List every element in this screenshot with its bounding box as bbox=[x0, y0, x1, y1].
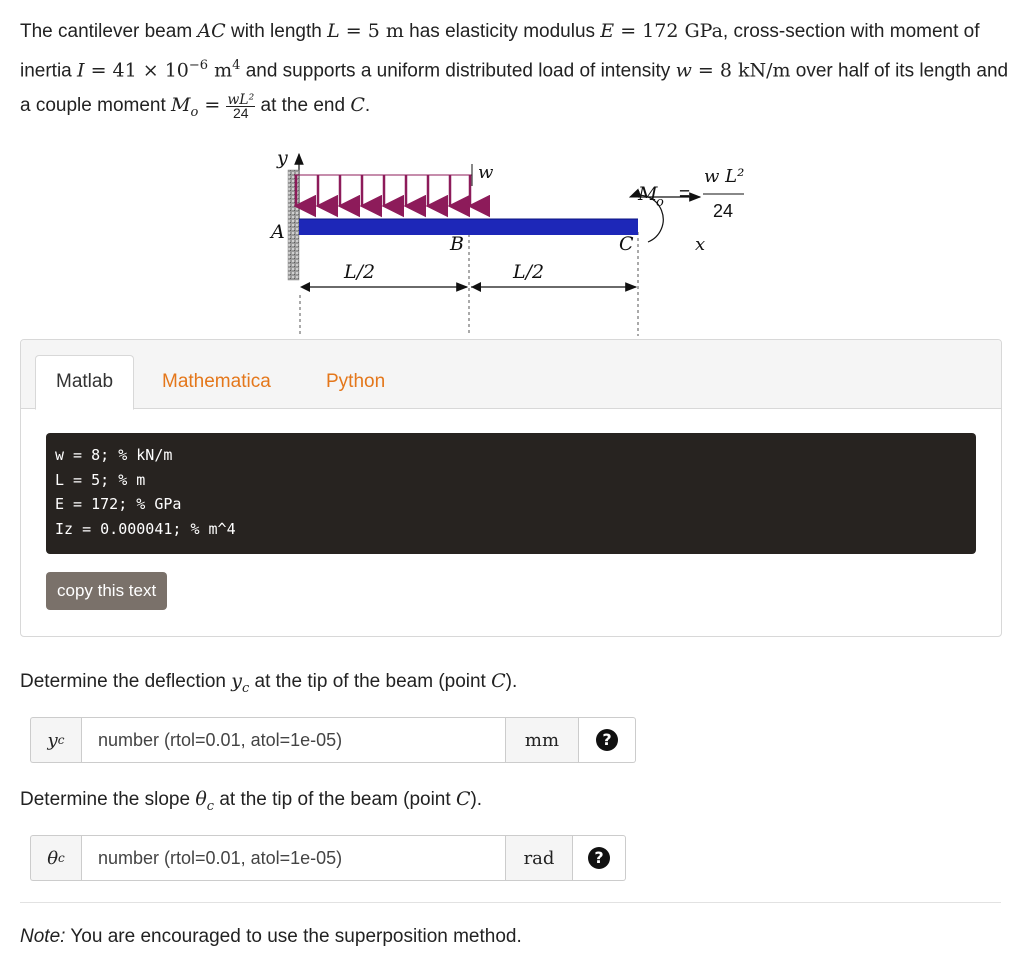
distributed-load bbox=[296, 175, 470, 206]
slope-label-sub: c bbox=[58, 851, 65, 865]
moment-var: M bbox=[171, 94, 191, 117]
modulus-var: E bbox=[600, 20, 615, 42]
span-right-label: L/2 bbox=[513, 261, 545, 283]
problem-text: , cross-section with moment of inertia bbox=[20, 21, 980, 82]
moment-subscript: o bbox=[656, 195, 664, 210]
inertia-unit: m bbox=[208, 59, 233, 82]
problem-text: at the end bbox=[255, 95, 351, 117]
question-point: C bbox=[455, 788, 471, 810]
code-line: w = 8; % kN/m bbox=[55, 446, 173, 464]
moment-label: M bbox=[638, 183, 658, 205]
deflection-help-button[interactable] bbox=[579, 717, 636, 763]
answer-slope bbox=[30, 835, 626, 881]
dimension-left-start bbox=[300, 282, 310, 292]
answer-deflection bbox=[30, 717, 636, 763]
problem-text: . bbox=[364, 95, 371, 117]
modulus-value: = 172 GPa bbox=[614, 20, 723, 42]
problem-statement bbox=[20, 14, 1010, 130]
span-left-label: L/2 bbox=[344, 261, 376, 283]
question-text: ). bbox=[470, 789, 483, 810]
code-panel bbox=[20, 339, 1002, 637]
problem-text: with length bbox=[225, 21, 328, 42]
load-value: = 8 kN/m bbox=[691, 59, 791, 82]
code-line: E = 172; % GPa bbox=[55, 495, 182, 513]
moment-fraction bbox=[226, 91, 255, 121]
point-a-label: A bbox=[271, 221, 285, 243]
question-text: ). bbox=[505, 671, 518, 692]
deflection-label-var: y bbox=[47, 729, 58, 751]
code-line: Iz = 0.000041; % m^4 bbox=[55, 519, 236, 538]
fixed-support-wall bbox=[288, 170, 299, 280]
point-c-var: C bbox=[350, 94, 365, 117]
tab-mathematica[interactable]: Mathematica bbox=[162, 371, 271, 392]
question-text: Determine the deflection bbox=[20, 671, 232, 692]
slope-label bbox=[30, 835, 81, 881]
help-icon: ? bbox=[588, 847, 610, 869]
moment-denominator: 24 bbox=[713, 201, 734, 221]
load-var: w bbox=[675, 59, 692, 82]
problem-text: has elasticity modulus bbox=[403, 21, 601, 42]
moment-equals: = bbox=[198, 94, 227, 117]
dimension-right-start bbox=[471, 282, 481, 292]
moment-numerator: w L² bbox=[704, 166, 745, 187]
fraction-numerator: wL² bbox=[227, 91, 255, 108]
copy-button[interactable]: copy this text bbox=[46, 572, 167, 610]
length-value: = 5 m bbox=[339, 20, 404, 42]
length-var: L bbox=[327, 20, 340, 42]
question-slope bbox=[20, 788, 482, 814]
x-axis-label: x bbox=[695, 234, 706, 255]
slope-unit: rad bbox=[506, 835, 573, 881]
note-prefix: Note: bbox=[20, 926, 66, 947]
language-tabs bbox=[21, 340, 1001, 409]
question-text: Determine the slope bbox=[20, 789, 196, 810]
moment-equals: = bbox=[679, 184, 691, 205]
question-point: C bbox=[491, 670, 506, 692]
deflection-label-sub: c bbox=[57, 733, 65, 747]
help-icon: ? bbox=[596, 729, 618, 751]
beam-diagram bbox=[0, 140, 800, 340]
point-b-label: B bbox=[450, 233, 464, 255]
deflection-input[interactable] bbox=[81, 717, 506, 763]
inertia-var: I bbox=[77, 59, 85, 82]
beam bbox=[299, 219, 638, 235]
note bbox=[20, 926, 522, 948]
divider bbox=[20, 902, 1001, 903]
inertia-unit-exponent: 4 bbox=[232, 58, 241, 73]
note-text: You are encouraged to use the superposition method. bbox=[65, 926, 522, 947]
inertia-value: = 41 × 10 bbox=[84, 59, 189, 82]
problem-text: and supports a uniform distributed load of intensity bbox=[240, 60, 676, 82]
tab-matlab[interactable]: Matlab bbox=[35, 355, 134, 410]
slope-input[interactable] bbox=[81, 835, 506, 881]
moment-sub: o bbox=[190, 105, 199, 121]
problem-text: The cantilever beam bbox=[20, 21, 198, 42]
fraction-denominator: 24 bbox=[232, 104, 249, 121]
question-var: θ bbox=[195, 788, 207, 810]
question-var: y bbox=[231, 670, 242, 692]
question-deflection bbox=[20, 670, 517, 696]
question-text: at the tip of the beam (point bbox=[249, 671, 492, 692]
problem-text: over half of its length and a couple moment bbox=[20, 60, 1009, 117]
load-label: w bbox=[478, 162, 494, 183]
tab-python[interactable]: Python bbox=[326, 371, 386, 392]
deflection-label bbox=[30, 717, 81, 763]
slope-help-button[interactable] bbox=[573, 835, 626, 881]
deflection-unit: mm bbox=[506, 717, 579, 763]
beam-name: AC bbox=[197, 20, 226, 42]
question-text: at the tip of the beam (point bbox=[214, 789, 456, 810]
y-axis-label: y bbox=[277, 147, 288, 169]
point-c-label: C bbox=[619, 233, 634, 255]
code-line: L = 5; % m bbox=[55, 470, 146, 489]
code-block bbox=[46, 433, 976, 554]
question-var-sub: c bbox=[206, 798, 215, 814]
question-var-sub: c bbox=[241, 680, 250, 696]
inertia-exponent: −6 bbox=[188, 58, 209, 73]
slope-label-var: θ bbox=[47, 847, 59, 869]
